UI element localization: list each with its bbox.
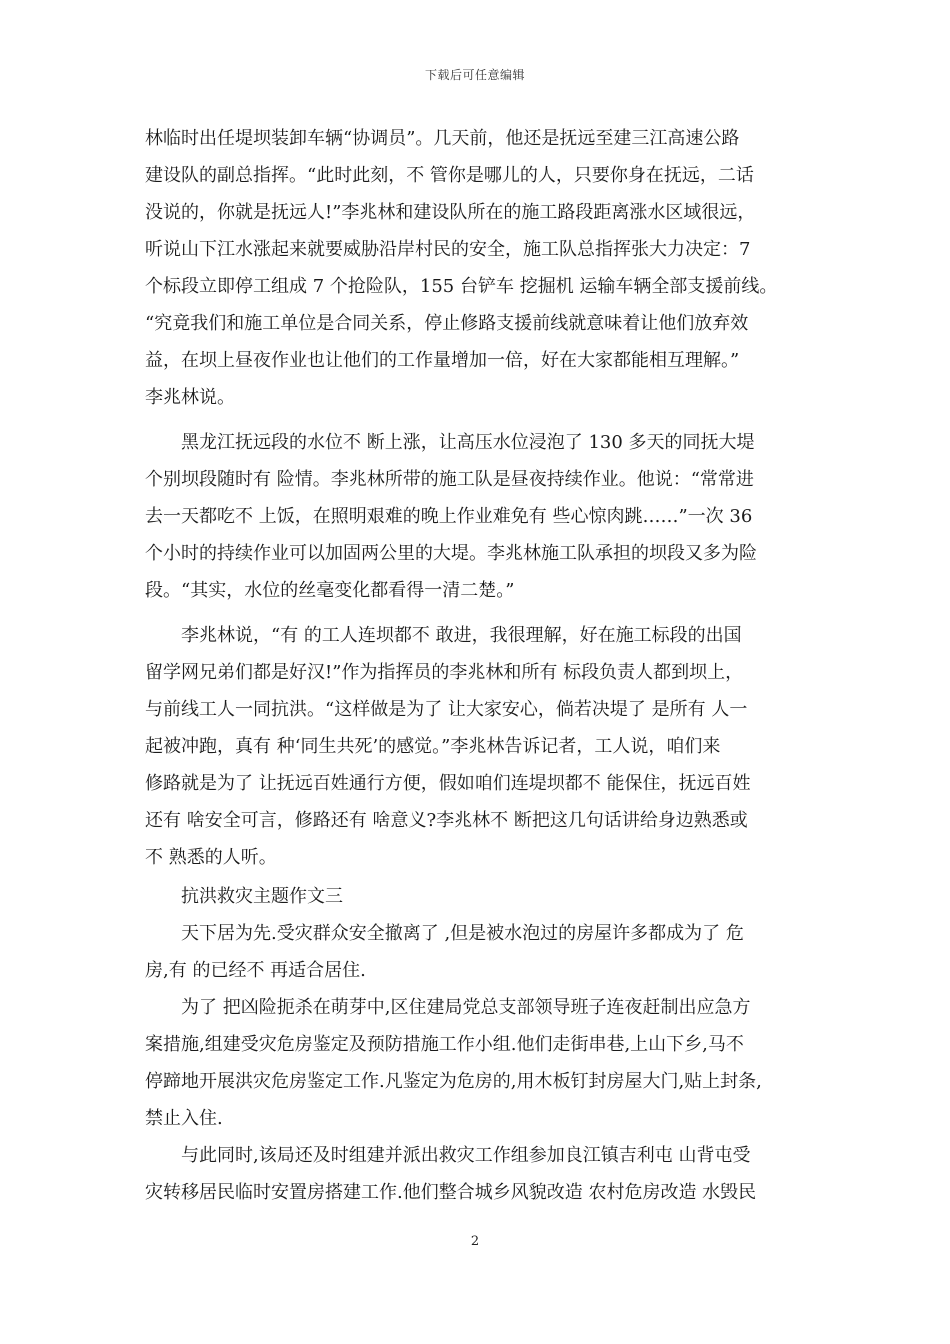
text-line: 个别坝段随时有 险情。李兆林所带的施工队是昼夜持续作业。他说：“常常进 xyxy=(145,469,754,490)
text-line: 林临时出任堤坝装卸车辆“协调员”。几天前，他还是抚远至建三江高速公路 xyxy=(145,128,740,149)
text-line: 停蹄地开展洪灾危房鉴定工作.凡鉴定为危房的,用木板钉封房屋大门,贴上封条, xyxy=(145,1071,762,1092)
text-line: 个小时的持续作业可以加固两公里的大堤。李兆林施工队承担的坝段又多为险 xyxy=(145,543,757,564)
text-line: 不 熟悉的人听。 xyxy=(145,847,277,868)
text-line: 益，在坝上昼夜作业也让他们的工作量增加一倍，好在大家都能相互理解。” xyxy=(145,350,740,371)
section-title: 抗洪救灾主题作文三 xyxy=(145,886,343,907)
paragraph-2 xyxy=(145,424,809,609)
text-line: 还有 啥安全可言，修路还有 啥意义?李兆林不 断把这几句话讲给身边熟悉或 xyxy=(145,810,748,831)
text-line: 与前线工人一同抗洪。“这样做是为了 让大家安心，倘若决堤了 是所有 人一 xyxy=(145,699,748,720)
text-line: 起被冲跑，真有 种‘同生共死’的感觉。”李兆林告诉记者，工人说，咱们来 xyxy=(145,736,721,757)
text-line: 听说山下江水涨起来就要威胁沿岸村民的安全，施工队总指挥张大力决定：7 xyxy=(145,239,751,260)
text-line: 去一天都吃不 上饭，在照明艰难的晚上作业难免有 些心惊肉跳……”一次 36 xyxy=(145,506,753,527)
paragraph-1 xyxy=(145,120,809,416)
text-line: 李兆林说，“有 的工人连坝都不 敢进，我很理解，好在施工标段的出国 xyxy=(145,625,742,646)
text-line: 个标段立即停工组成 7 个抢险队，155 台铲车 挖掘机 运输车辆全部支援前线。 xyxy=(145,276,778,297)
page-number: 2 xyxy=(470,1234,480,1249)
text-line: 与此同时,该局还及时组建并派出救灾工作组参加良江镇吉利屯 山背屯受 xyxy=(145,1145,751,1166)
text-line: 没说的，你就是抚远人!”李兆林和建设队所在的施工路段距离涨水区域很远， xyxy=(145,202,756,223)
text-line: 禁止入住. xyxy=(145,1108,223,1129)
text-line: 建设队的副总指挥。“此时此刻，不 管你是哪儿的人，只要你身在抚远，二话 xyxy=(145,165,754,186)
text-line: 修路就是为了 让抚远百姓通行方便，假如咱们连堤坝都不 能保住，抚远百姓 xyxy=(145,773,751,794)
text-line: 天下居为先.受灾群众安全撤离了 ,但是被水泡过的房屋许多都成为了 危 xyxy=(145,923,744,944)
paragraph-3 xyxy=(145,617,809,876)
text-line: 房,有 的已经不 再适合居住. xyxy=(145,960,366,981)
document-body xyxy=(145,120,809,1211)
text-line: 案措施,组建受灾危房鉴定及预防措施工作小组.他们走街串巷,上山下乡,马不 xyxy=(145,1034,744,1055)
text-line: 段。“其实，水位的丝毫变化都看得一清二楚。” xyxy=(145,580,515,601)
text-line: 李兆林说。 xyxy=(145,387,235,408)
paragraph-6 xyxy=(145,1137,809,1211)
page-header: 下载后可任意编辑 xyxy=(424,68,525,82)
text-line: 留学网兄弟们都是好汉!”作为指挥员的李兆林和所有 标段负责人都到坝上， xyxy=(145,662,744,683)
text-line: “究竟我们和施工单位是合同关系，停止修路支援前线就意味着让他们放弃效 xyxy=(145,313,749,334)
paragraph-4 xyxy=(145,915,809,989)
text-line: 黑龙江抚远段的水位不 断上涨，让高压水位浸泡了 130 多天的同抚大堤 xyxy=(145,432,755,453)
text-line: 灾转移居民临时安置房搭建工作.他们整合城乡风貌改造 农村危房改造 水毁民 xyxy=(145,1182,757,1203)
paragraph-5 xyxy=(145,989,809,1137)
text-line: 为了 把凶险扼杀在萌芽中,区住建局党总支部领导班子连夜赶制出应急方 xyxy=(145,997,751,1018)
